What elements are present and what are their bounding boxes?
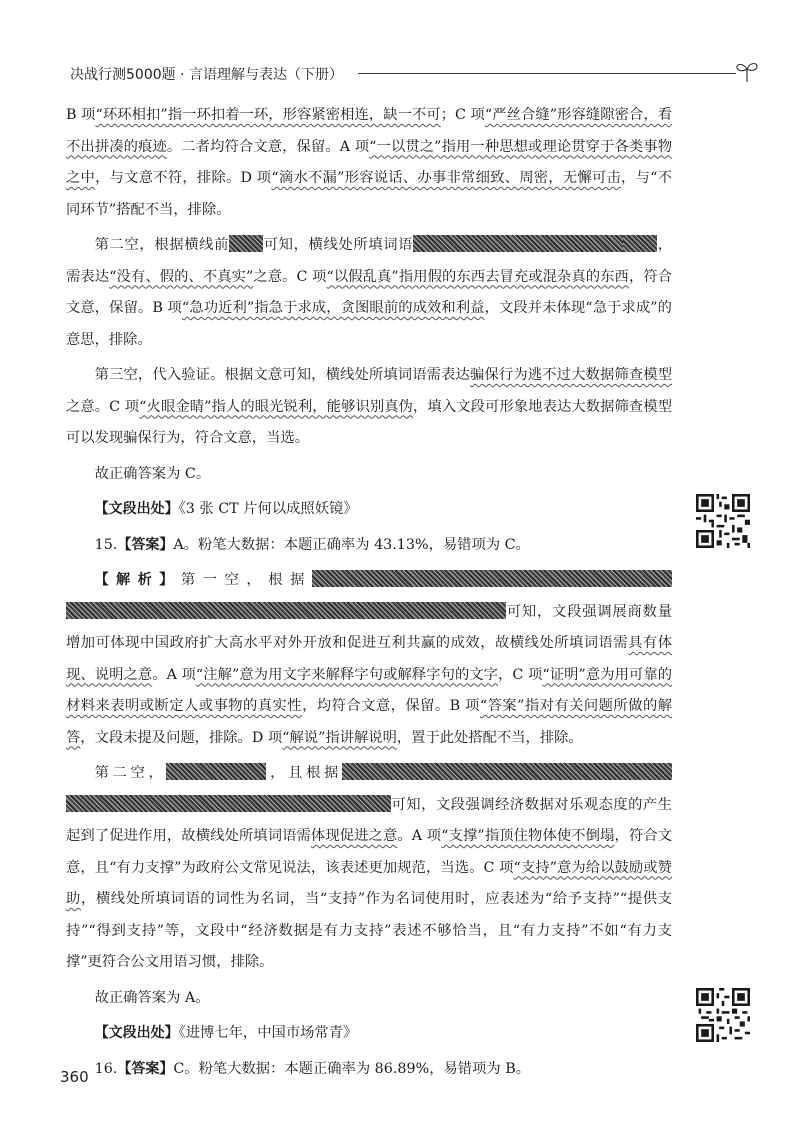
paragraph: 第二空， ，且根据可知，文段强调经济数据对乐观态度的产生起到了促进作用，故横线处所填词语需体现促进之意。A 项“支撑”指顶住物体使不倒塌，符合文意，且“有力支撑”为政府公文常见说法，该表述更加规范，当选。C 项“支持”意为给以鼓励或赞助，横线处所填词语的词性为名词，当“支持”作为名词使用时，应表述为“给予支持”“提供支持”“得到支持”等，文段中“经济数据是有力支持”表述不够恰当，且“有力支持”不如“有力支撑”更符合公文用语习惯，排除。: [66, 765, 673, 970]
redacted-text: [166, 763, 266, 780]
running-header: [70, 58, 760, 88]
qr-code-icon[interactable]: [696, 494, 750, 548]
redacted-text: [312, 570, 672, 587]
answer-explanation-body: [66, 100, 672, 1089]
question-answer-15: 15.【答案】A。粉笔大数据：本题正确率为 43.13%，易错项为 C。: [94, 536, 530, 553]
paragraph: B 项“环环相扣”指一环扣着一环，形容紧密相连，缺一不可；C 项“严丝合缝”形容缝隙密合，看不出拼凑的痕迹。二者均符合文意，保留。A 项“一以贯之”指用一种思想或理论贯穿于各类事物之中，与文意不符，排除。D 项“滴水不漏”形容说话、办事非常细致、周密，无懈可击，与“不同环节”搭配不当，排除。: [66, 107, 673, 218]
redacted-text: [66, 602, 506, 619]
paragraph: 第三空，代入验证。根据文意可知，横线处所填词语需表达骗保行为逃不过大数据筛查模型之意。C 项“火眼金睛”指人的眼光锐利，能够识别真伪，填入文段可形象地表达大数据筛查模型可以发现骗保行为，符合文意，当选。: [66, 367, 672, 446]
header-rule: [358, 73, 736, 74]
qr-code-icon[interactable]: [696, 988, 750, 1042]
question-answer-16: 16.【答案】C。粉笔大数据：本题正确率为 86.89%，易错项为 B。: [94, 1060, 531, 1077]
redacted-text: [66, 795, 391, 812]
paragraph: 第二空，根据横线前 可知，横线处所填词语 ，需表达“没有、假的、不真实”之意。C 项“以假乱真”指用假的东西去冒充或混杂真的东西，符合文意，保留。B 项“急功近利”指急于求成，贪图眼前的成效和利益，文段并未体现“急于求成”的意思，排除。: [66, 237, 673, 348]
header-title: 决战行测5000题 · 言语理解与表达（下册）: [70, 67, 343, 83]
redacted-text: [229, 235, 263, 252]
answer-line: 故正确答案为 A。: [94, 989, 210, 1006]
redacted-text: [413, 235, 623, 252]
sprout-icon: [734, 58, 760, 84]
page-number: 360: [60, 1068, 89, 1086]
source-line: 【文段出处】《3 张 CT 片何以成照妖镜》: [94, 501, 358, 517]
source-line: 【文段出处】《进博七年，中国市场常青》: [94, 1025, 358, 1041]
redacted-text: [623, 235, 657, 252]
redacted-text: [342, 763, 672, 780]
answer-line: 故正确答案为 C。: [94, 465, 211, 482]
paragraph: 【解析】第一空，根据可知，文段强调展商数量增加可体现中国政府扩大高水平对外开放和促进互利共赢的成效，故横线处所填词语需具有体现、说明之意。A 项“注解”意为用文字来解释字句或解释字句的文字，C 项“证明”意为用可靠的材料来表明或断定人或事物的真实性，均符合文意，保留。B 项“答案”指对有关问题所做的解答，文段未提及问题，排除。D 项“解说”指讲解说明，置于此处搭配不当，排除。: [66, 572, 673, 746]
